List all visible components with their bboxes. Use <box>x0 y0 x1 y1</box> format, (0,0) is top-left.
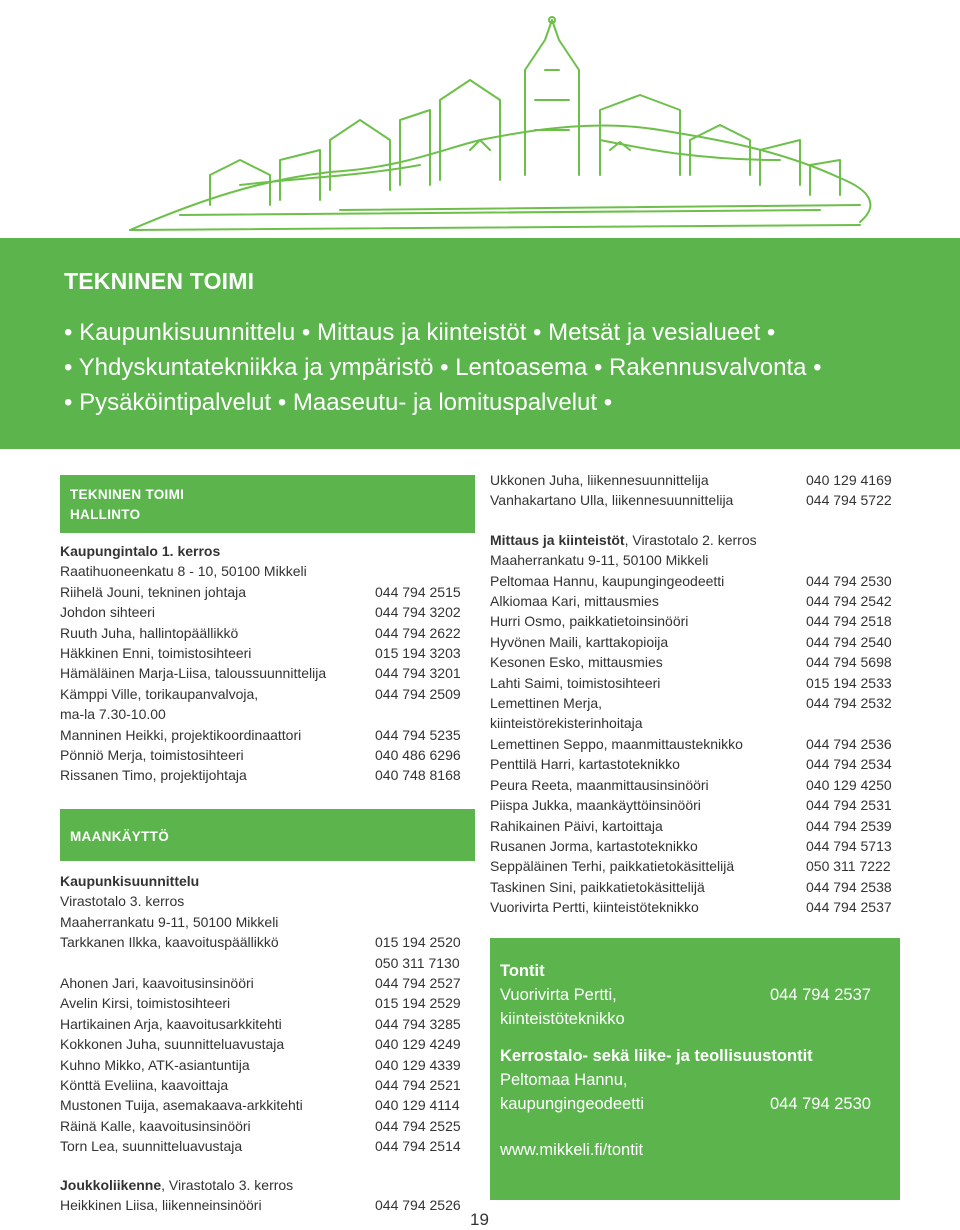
contact-row <box>60 1055 475 1075</box>
contact-phone: 044 794 2521 <box>375 1076 461 1093</box>
maankaytto-header: MAANKÄYTTÖ <box>60 809 475 861</box>
contact-row <box>490 632 902 652</box>
tontit-contact1 <box>500 983 890 1007</box>
contact-row <box>60 1095 475 1115</box>
services-line-3: • Pysäköintipalvelut • Maaseutu- ja lomituspalvelut • <box>64 389 613 416</box>
contact-phone: 044 794 2538 <box>806 878 892 895</box>
contact-row <box>60 602 475 622</box>
contact-phone: 044 794 2536 <box>806 735 892 752</box>
tontit-contact1-name: Vuorivirta Pertti, <box>500 986 617 1004</box>
contact-phone: 044 794 2622 <box>375 624 461 641</box>
contact-row <box>60 643 475 663</box>
contact-row <box>60 1075 475 1095</box>
contact-row <box>60 663 475 683</box>
contact-row <box>490 652 902 672</box>
contact-name: Heikkinen Liisa, liikenneinsinööri <box>60 1196 262 1213</box>
hallinto-header-line2: HALLINTO <box>70 507 141 522</box>
tontit-box <box>490 938 900 1200</box>
contact-row <box>490 673 902 693</box>
contact-row <box>60 1195 475 1215</box>
contact-row <box>490 877 902 897</box>
contact-phone: 044 794 3201 <box>375 665 461 682</box>
city-skyline-illustration <box>0 0 960 240</box>
contact-name: Räinä Kalle, kaavoitusinsinööri <box>60 1117 251 1134</box>
contact-row <box>60 745 475 765</box>
kaupunkisuunnittelu-location: Virastotalo 3. kerros <box>60 893 185 910</box>
contact-phone: 044 794 5713 <box>806 837 892 854</box>
contact-phone: 044 794 2531 <box>806 797 892 814</box>
contact-row <box>60 765 475 785</box>
contact-row <box>60 1034 475 1054</box>
contact-name: Kuhno Mikko, ATK-asiantuntija <box>60 1056 250 1073</box>
contact-phone: 044 794 2534 <box>806 756 892 773</box>
contact-row <box>60 973 475 993</box>
contact-phone: 040 486 6296 <box>375 747 461 764</box>
contact-phone <box>375 704 475 724</box>
contact-row <box>490 571 902 591</box>
contact-phone: 015 194 3203 <box>375 645 461 662</box>
left-column <box>60 475 475 1215</box>
contact-name: Rusanen Jorma, kartastoteknikko <box>490 837 698 854</box>
joukkoliikenne-title: Joukkoliikenne <box>60 1176 162 1193</box>
contact-phone: 050 311 7222 <box>806 858 891 875</box>
contact-row <box>490 693 902 713</box>
contact-row <box>60 993 475 1013</box>
mittaus-contact-list <box>490 571 902 918</box>
contact-row <box>490 836 902 856</box>
contact-phone: 044 794 2514 <box>375 1138 461 1155</box>
contact-name: Taskinen Sini, paikkatietokäsittelijä <box>490 878 705 895</box>
contact-name: Avelin Kirsi, toimistosihteeri <box>60 995 231 1012</box>
contact-row <box>490 713 902 733</box>
contact-name: Tarkkanen Ilkka, kaavoituspäällikkö <box>60 934 279 951</box>
contact-name: Vuorivirta Pertti, kiinteistöteknikko <box>490 899 699 916</box>
contact-row <box>490 611 902 631</box>
contact-row <box>490 490 902 510</box>
mittaus-heading <box>490 530 902 550</box>
hallinto-header <box>60 475 475 533</box>
hallinto-location: Kaupungintalo 1. kerros <box>60 543 221 559</box>
contact-name: Manninen Heikki, projektikoordinaattori <box>60 726 302 743</box>
contact-phone: 044 794 5722 <box>806 492 892 509</box>
contact-name: Ruuth Juha, hallintopäällikkö <box>60 624 239 641</box>
contact-name: Hurri Osmo, paikkatietoinsinööri <box>490 613 689 630</box>
contact-name: Riihelä Jouni, tekninen johtaja <box>60 583 247 600</box>
right-column <box>490 470 902 918</box>
contact-phone: 040 129 4249 <box>375 1036 461 1053</box>
contact-name: Könttä Eveliina, kaavoittaja <box>60 1076 229 1093</box>
contact-name: Mustonen Tuija, asemakaava-arkkitehti <box>60 1097 303 1114</box>
contact-phone: 044 794 2525 <box>375 1117 461 1134</box>
tontit-contact1-phone: 044 794 2537 <box>770 986 871 1004</box>
kaupunkisuunnittelu-contact-list <box>60 932 475 1156</box>
contact-phone: 040 129 4250 <box>806 776 892 793</box>
kaupunkisuunnittelu-address: Maaherrankatu 9-11, 50100 Mikkeli <box>60 913 279 930</box>
joukkoliikenne-location: , Virastotalo 3. kerros <box>161 1176 294 1193</box>
contact-phone: 040 129 4169 <box>806 472 892 488</box>
joukkoliikenne-heading <box>60 1175 475 1195</box>
contact-phone: 044 794 3285 <box>375 1015 461 1032</box>
contact-row <box>60 932 475 952</box>
contact-name <box>60 953 375 973</box>
mittaus-title: Mittaus ja kiinteistöt <box>490 531 625 548</box>
contact-name: Peltomaa Hannu, kaupungingeodeetti <box>490 572 725 589</box>
contact-row <box>490 591 902 611</box>
contact-name: ma-la 7.30-10.00 <box>60 706 166 723</box>
contact-name: Häkkinen Enni, toimistosihteeri <box>60 645 252 662</box>
contact-name: Penttilä Harri, kartastoteknikko <box>490 756 680 773</box>
contact-phone: 044 794 2515 <box>375 583 461 600</box>
contact-row <box>60 582 475 602</box>
contact-row <box>490 897 902 917</box>
contact-phone: 050 311 7130 <box>375 954 460 971</box>
contact-name: Seppäläinen Terhi, paikkatietokäsittelijä <box>490 858 735 875</box>
contact-phone: 044 794 2526 <box>375 1196 461 1213</box>
contact-name: Torn Lea, suunnitteluavustaja <box>60 1138 243 1155</box>
contact-name: Pönniö Merja, toimistosihteeri <box>60 747 244 764</box>
contact-row <box>490 734 902 754</box>
contact-phone: 044 794 3202 <box>375 604 461 621</box>
contact-row <box>60 953 475 973</box>
contact-phone: 040 748 8168 <box>375 767 461 784</box>
contact-name: Alkiomaa Kari, mittausmies <box>490 593 659 610</box>
contact-phone: 015 194 2533 <box>806 674 892 691</box>
contact-phone: 044 794 2518 <box>806 613 892 630</box>
contact-row <box>60 684 475 704</box>
services-line-1: • Kaupunkisuunnittelu • Mittaus ja kiinteistöt • Metsät ja vesialueet • <box>64 319 776 346</box>
contact-name: Ukkonen Juha, liikennesuunnittelija <box>490 472 709 488</box>
contact-phone: 044 794 2537 <box>806 899 892 916</box>
contact-phone: 044 794 2509 <box>375 685 461 702</box>
contact-row <box>60 704 475 724</box>
tontit-contact2-name: Peltomaa Hannu, <box>500 1071 628 1089</box>
contact-row <box>490 816 902 836</box>
contact-row <box>60 1136 475 1156</box>
contact-name: kiinteistörekisterinhoitaja <box>490 715 643 732</box>
contact-name: Peura Reeta, maanmittausinsinööri <box>490 776 709 793</box>
contact-row <box>490 470 902 490</box>
hallinto-header-line1: TEKNINEN TOIMI <box>70 487 185 502</box>
mittaus-address: Maaherrankatu 9-11, 50100 Mikkeli <box>490 552 709 569</box>
contact-phone: 044 794 2542 <box>806 593 892 610</box>
contact-phone: 044 794 5698 <box>806 654 892 671</box>
tontit-contact1-role: kiinteistöteknikko <box>500 1010 625 1028</box>
contact-name: Kämppi Ville, torikaupanvalvoja, <box>60 685 259 702</box>
contact-phone: 044 794 2527 <box>375 974 461 991</box>
contact-name: Kesonen Esko, mittausmies <box>490 654 663 671</box>
contact-name: Johdon sihteeri <box>60 604 155 621</box>
contact-phone: 044 794 2530 <box>806 572 892 589</box>
page-number: 19 <box>470 1210 489 1229</box>
contact-name: Lemettinen Merja, <box>490 695 603 712</box>
contact-name: Piispa Jukka, maankäyttöinsinööri <box>490 797 701 814</box>
contact-phone: 015 194 2520 <box>375 934 461 951</box>
contact-phone: 040 129 4339 <box>375 1056 461 1073</box>
tontit-contact2-phone: 044 794 2530 <box>770 1095 871 1113</box>
contact-name: Rissanen Timo, projektijohtaja <box>60 767 247 784</box>
contact-phone: 044 794 2532 <box>806 695 892 712</box>
contact-name: Lemettinen Seppo, maanmittausteknikko <box>490 735 743 752</box>
contact-phone <box>806 713 902 733</box>
contact-row <box>490 795 902 815</box>
tontit-website-link[interactable]: www.mikkeli.fi/tontit <box>500 1141 644 1159</box>
contact-name: Rahikainen Päivi, kartoittaja <box>490 817 663 834</box>
contact-phone: 044 794 5235 <box>375 726 461 743</box>
banner-title: TEKNINEN TOIMI <box>64 268 255 294</box>
hallinto-contact-list <box>60 582 475 786</box>
contact-row <box>60 623 475 643</box>
contact-name: Ahonen Jari, kaavoitusinsinööri <box>60 974 254 991</box>
contact-name: Lahti Saimi, toimistosihteeri <box>490 674 661 691</box>
contact-phone: 044 794 2540 <box>806 633 892 650</box>
contact-phone: 040 129 4114 <box>375 1097 460 1114</box>
mittaus-location: , Virastotalo 2. kerros <box>624 531 757 548</box>
contact-row <box>490 856 902 876</box>
contact-row <box>60 1014 475 1034</box>
contact-row <box>490 754 902 774</box>
contact-row <box>490 775 902 795</box>
contact-phone: 044 794 2539 <box>806 817 892 834</box>
contact-name: Vanhakartano Ulla, liikennesuunnittelija <box>490 492 734 509</box>
tontit-contact2-role: kaupungingeodeetti <box>500 1095 645 1113</box>
services-line-2: • Yhdyskuntatekniikka ja ympäristö • Lentoasema • Rakennusvalvonta • <box>64 354 822 381</box>
tontit-contact2 <box>500 1092 890 1116</box>
contact-row <box>60 1116 475 1136</box>
contact-name: Hyvönen Maili, karttakopioija <box>490 633 669 650</box>
kaupunkisuunnittelu-title: Kaupunkisuunnittelu <box>60 872 200 889</box>
contact-name: Hämäläinen Marja-Liisa, taloussuunnittelija <box>60 665 327 682</box>
tontit-subtitle: Kerrostalo- sekä liike- ja teollisuustontit <box>500 1047 813 1065</box>
contact-row <box>60 725 475 745</box>
contact-name: Kokkonen Juha, suunnitteluavustaja <box>60 1036 285 1053</box>
tontit-title: Tontit <box>500 962 545 980</box>
hallinto-address: Raatihuoneenkatu 8 - 10, 50100 Mikkeli <box>60 563 307 580</box>
contact-phone: 015 194 2529 <box>375 995 461 1012</box>
contact-name: Hartikainen Arja, kaavoitusarkkitehti <box>60 1015 282 1032</box>
banner <box>0 238 960 449</box>
